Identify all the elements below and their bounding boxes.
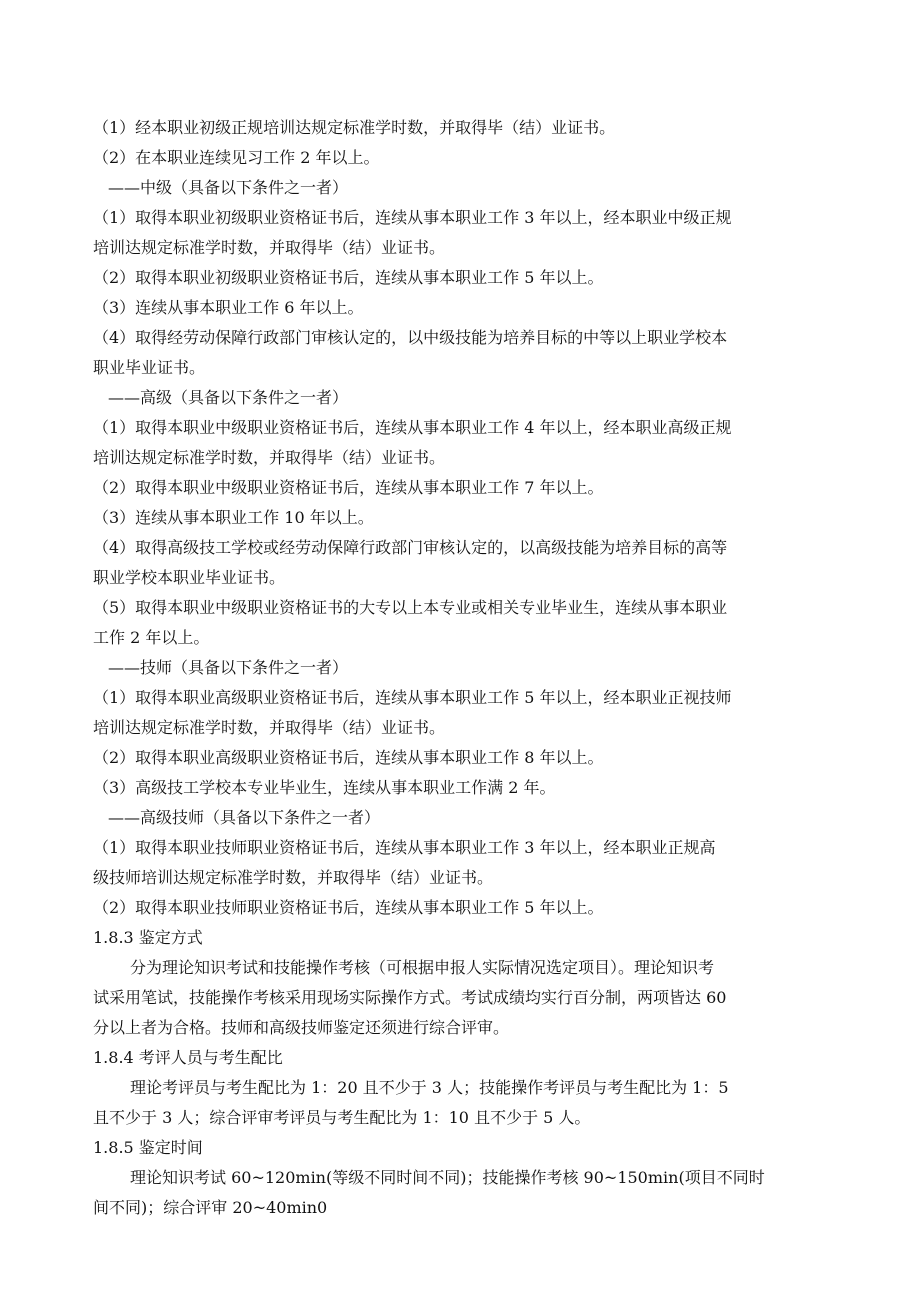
text-line: 培训达规定标准学时数，并取得毕（结）业证书。 [93,448,446,467]
text-line: （3）连续从事本职业工作 10 年以上。 [93,508,374,527]
text-line: （4）取得经劳动保障行政部门审核认定的，以中级技能为培养目标的中等以上职业学校本 [93,328,728,347]
text-line: 职业学校本职业毕业证书。 [93,568,286,587]
text-line: 工作 2 年以上。 [93,628,210,647]
text-line: （2）取得本职业技师职业资格证书后，连续从事本职业工作 5 年以上。 [93,898,604,917]
text-line: （1）取得本职业初级职业资格证书后，连续从事本职业工作 3 年以上，经本职业中级正规 [93,208,732,227]
section-title-1-8-3: 1.8.3 鉴定方式 [93,928,203,947]
text-line: 且不少于 3 人；综合评审考评员与考生配比为 1：10 且不少于 5 人。 [93,1108,591,1127]
text-line: 理论知识考试 60~120min(等级不同时间不同)；技能操作考核 90~150min(项目不同时 [130,1168,765,1187]
text-line: 间不同)；综合评审 20~40min0 [93,1198,328,1217]
section-heading-senior-technician: ——高级技师（具备以下条件之一者） [108,808,381,827]
text-line: 培训达规定标准学时数，并取得毕（结）业证书。 [93,718,446,737]
text-line: （5）取得本职业中级职业资格证书的大专以上本专业或相关专业毕业生，连续从事本职业 [93,598,728,617]
text-line: （3）高级技工学校本专业毕业生，连续从事本职业工作满 2 年。 [93,778,556,797]
text-line: （1）经本职业初级正规培训达规定标准学时数，并取得毕（结）业证书。 [93,118,616,137]
section-heading-technician: ——技师（具备以下条件之一者） [108,658,349,677]
section-title-1-8-4: 1.8.4 考评人员与考生配比 [93,1048,283,1067]
text-line: （1）取得本职业高级职业资格证书后，连续从事本职业工作 5 年以上，经本职业正视技师 [93,688,732,707]
text-line: （2）取得本职业中级职业资格证书后，连续从事本职业工作 7 年以上。 [93,478,604,497]
text-line: （1）取得本职业中级职业资格证书后，连续从事本职业工作 4 年以上，经本职业高级正规 [93,418,732,437]
text-line: 试采用笔试，技能操作考核采用现场实际操作方式。考试成绩均实行百分制，两项皆达 60 [93,988,727,1007]
text-line: （3）连续从事本职业工作 6 年以上。 [93,298,364,317]
text-line: 培训达规定标准学时数，并取得毕（结）业证书。 [93,238,446,257]
text-line: （2）取得本职业高级职业资格证书后，连续从事本职业工作 8 年以上。 [93,748,604,767]
text-line: 理论考评员与考生配比为 1：20 且不少于 3 人；技能操作考评员与考生配比为 1：5 [130,1078,729,1097]
text-line: （1）取得本职业技师职业资格证书后，连续从事本职业工作 3 年以上，经本职业正规高 [93,838,716,857]
text-line: （2）在本职业连续见习工作 2 年以上。 [93,148,380,167]
text-line: （4）取得高级技工学校或经劳动保障行政部门审核认定的，以高级技能为培养目标的高等 [93,538,728,557]
text-line: （2）取得本职业初级职业资格证书后，连续从事本职业工作 5 年以上。 [93,268,604,287]
text-line: 职业毕业证书。 [93,358,206,377]
text-line: 分以上者为合格。技师和高级技师鉴定还须进行综合评审。 [93,1018,510,1037]
section-heading-advanced: ——高级（具备以下条件之一者） [108,388,349,407]
text-line: 分为理论知识考试和技能操作考核（可根据申报人实际情况选定项目）。理论知识考 [130,958,715,977]
text-line: 级技师培训达规定标准学时数，并取得毕（结）业证书。 [93,868,494,887]
section-title-1-8-5: 1.8.5 鉴定时间 [93,1138,203,1157]
section-heading-intermediate: ——中级（具备以下条件之一者） [108,178,349,197]
